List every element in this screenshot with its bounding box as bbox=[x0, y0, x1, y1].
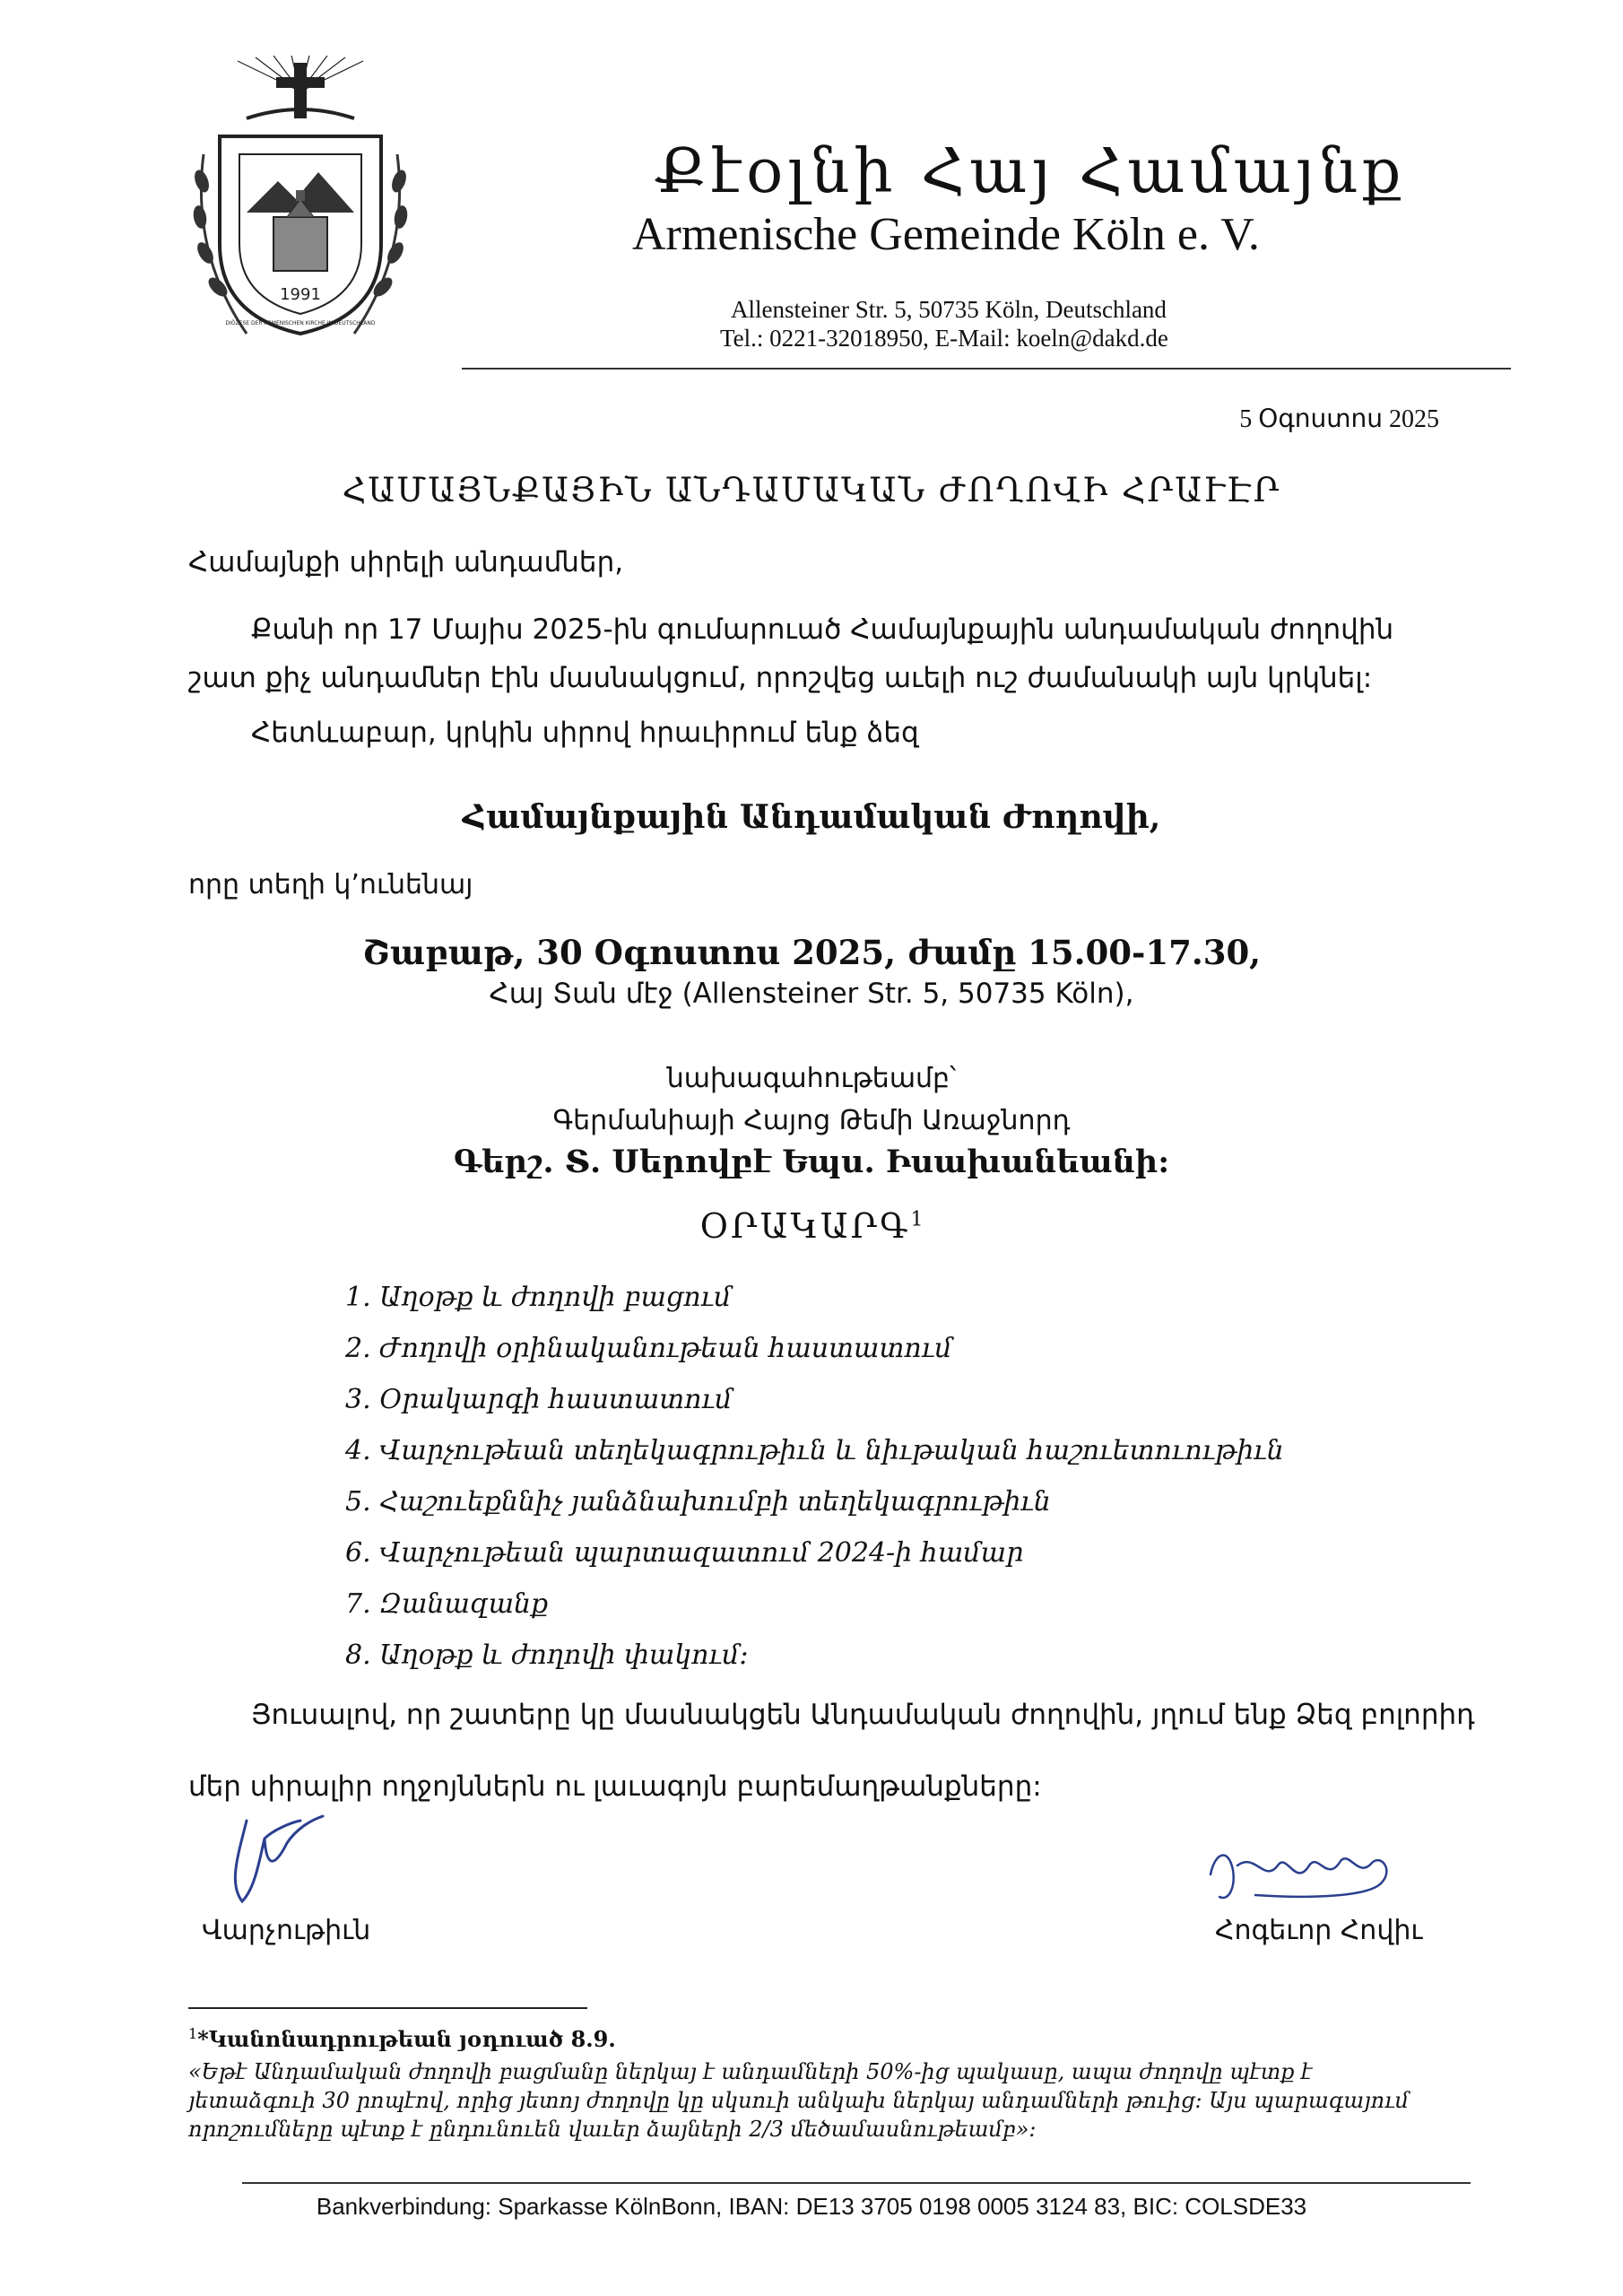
agenda-footnote-mark: 1 bbox=[910, 1208, 924, 1231]
footnote-heading bbox=[188, 2025, 616, 2052]
salutation: Համայնքի սիրելի անդամներ, bbox=[188, 546, 624, 578]
agenda-item: 6. Վարչութեան պարտազատում 2024-ի համար bbox=[345, 1537, 1024, 1569]
paragraph-2: Հետևաբար, կրկին սիրով հրաւիրում ենք ձեզ bbox=[251, 717, 919, 749]
letter-title: ՀԱՄԱՅՆՔԱՅԻՆ ԱՆԴԱՄԱԿԱՆ ԺՈՂՈՎԻ ՀՐԱՒԷՐ bbox=[342, 471, 1281, 509]
logo-ring-text: DIÖZESE DER ARMENISCHEN KIRCHE IN DEUTSCHLAND bbox=[225, 320, 376, 326]
presidency-line-2: Գերմանիայի Հայոց Թեմի Առաջնորդ bbox=[552, 1105, 1071, 1136]
paragraph-1: Քանի որ 17 Մայիս 2025-ին գումարուած Համայնքային անդամական ժողովին շատ քիչ անդամներ էին մասնակցում, որոշվեց աւելի ուշ ժամանակի այն կրկնել: bbox=[188, 613, 1394, 694]
agenda-item: 5. Հաշուեքննիչ յանձնախումբի տեղեկագրութիւն bbox=[345, 1486, 1051, 1518]
closing-line-2: մեր սիրալիր ողջոյններն ու լաւագոյն բարեմաղթանքները: bbox=[188, 1770, 1042, 1803]
agenda-title-text: ՕՐԱԿԱՐԳ bbox=[699, 1206, 911, 1246]
letter-date: 5 Օգոստոս 2025 bbox=[1239, 405, 1439, 433]
presidency-line-1: նախագահութեամբ՝ bbox=[666, 1063, 957, 1094]
agenda-item: 2. Ժողովի օրինականութեան հաստատում bbox=[345, 1333, 952, 1364]
agenda-title bbox=[0, 1206, 1623, 1246]
agenda-item: 8. Աղօթք և ժողովի փակում: bbox=[345, 1639, 749, 1671]
closing-line-1: Յուսալով, որ շատերը կը մասնակցեն Անդամական ժողովին, յղում ենք Ձեզ բոլորիդ bbox=[251, 1699, 1475, 1731]
agenda-item: 7. Զանազանք bbox=[345, 1588, 549, 1620]
org-name-german: Armenische Gemeinde Köln e. V. bbox=[632, 209, 1260, 260]
presidency-line-3: Գերշ. Տ. Սերովբէ Եպս. Իսախանեանի: bbox=[453, 1144, 1170, 1180]
meeting-name: Համայնքային Անդամական Ժողովի, bbox=[462, 798, 1161, 836]
signature-left bbox=[211, 1803, 354, 1910]
meeting-date-time: Շաբաթ, 30 Օգոստոս 2025, ժամը 15.00-17.30, bbox=[361, 933, 1262, 972]
diocese-seal-icon bbox=[184, 56, 417, 352]
header-divider bbox=[462, 368, 1511, 370]
footnote-body: «Եթէ Անդամական ժողովի բացմանը ներկայ է անդամների 50%-ից պակասը, ապա ժողովը պէտք է յետաձգուի 30 րոպէով, որից յետոյ ժողովը կը սկսուի անկախ ներկայ անդամների թուից: Այս պարագայում որոշումները պէտք է ընդունուեն վաւեր ձայների 2/3 մեծամասնութեամբ»: bbox=[188, 2059, 1410, 2142]
signature-label-board: Վարչութիւն bbox=[202, 1915, 371, 1946]
footnote-heading-text: *Կանոնադրութեան յօդուած 8.9. bbox=[197, 2026, 616, 2052]
agenda-item: 3. Օրակարգի հաստատում bbox=[345, 1384, 733, 1415]
agenda-item: 4. Վարչութեան տեղեկագրութիւն և նիւթական հաշուետուութիւն bbox=[345, 1435, 1284, 1466]
footnote-divider bbox=[188, 2007, 587, 2009]
takes-place-text: որը տեղի կ’ունենայ bbox=[188, 869, 473, 900]
footer-divider bbox=[242, 2182, 1471, 2184]
signature-label-pastor: Հոգեւոր Հովիւ bbox=[1215, 1915, 1423, 1946]
signature-right bbox=[1202, 1834, 1408, 1919]
agenda-item: 1. Աղօթք և ժողովի բացում bbox=[345, 1282, 732, 1313]
agenda-list bbox=[345, 1272, 1284, 1681]
org-contact: Tel.: 0221-32018950, E-Mail: koeln@dakd.de bbox=[720, 325, 1168, 352]
bank-details: Bankverbindung: Sparkasse KölnBonn, IBAN: DE13 3705 0198 0005 3124 83, BIC: COLSDE33 bbox=[316, 2193, 1307, 2220]
org-name-armenian: Քէօլնի Հայ Համայնք bbox=[655, 136, 1406, 207]
org-address: Allensteiner Str. 5, 50735 Köln, Deutschland bbox=[731, 296, 1167, 323]
meeting-location: Հայ Տան մէջ (Allensteiner Str. 5, 50735 Köln), bbox=[489, 978, 1134, 1010]
footnote-mark: 1 bbox=[188, 2025, 198, 2042]
logo-year: 1991 bbox=[280, 285, 321, 304]
